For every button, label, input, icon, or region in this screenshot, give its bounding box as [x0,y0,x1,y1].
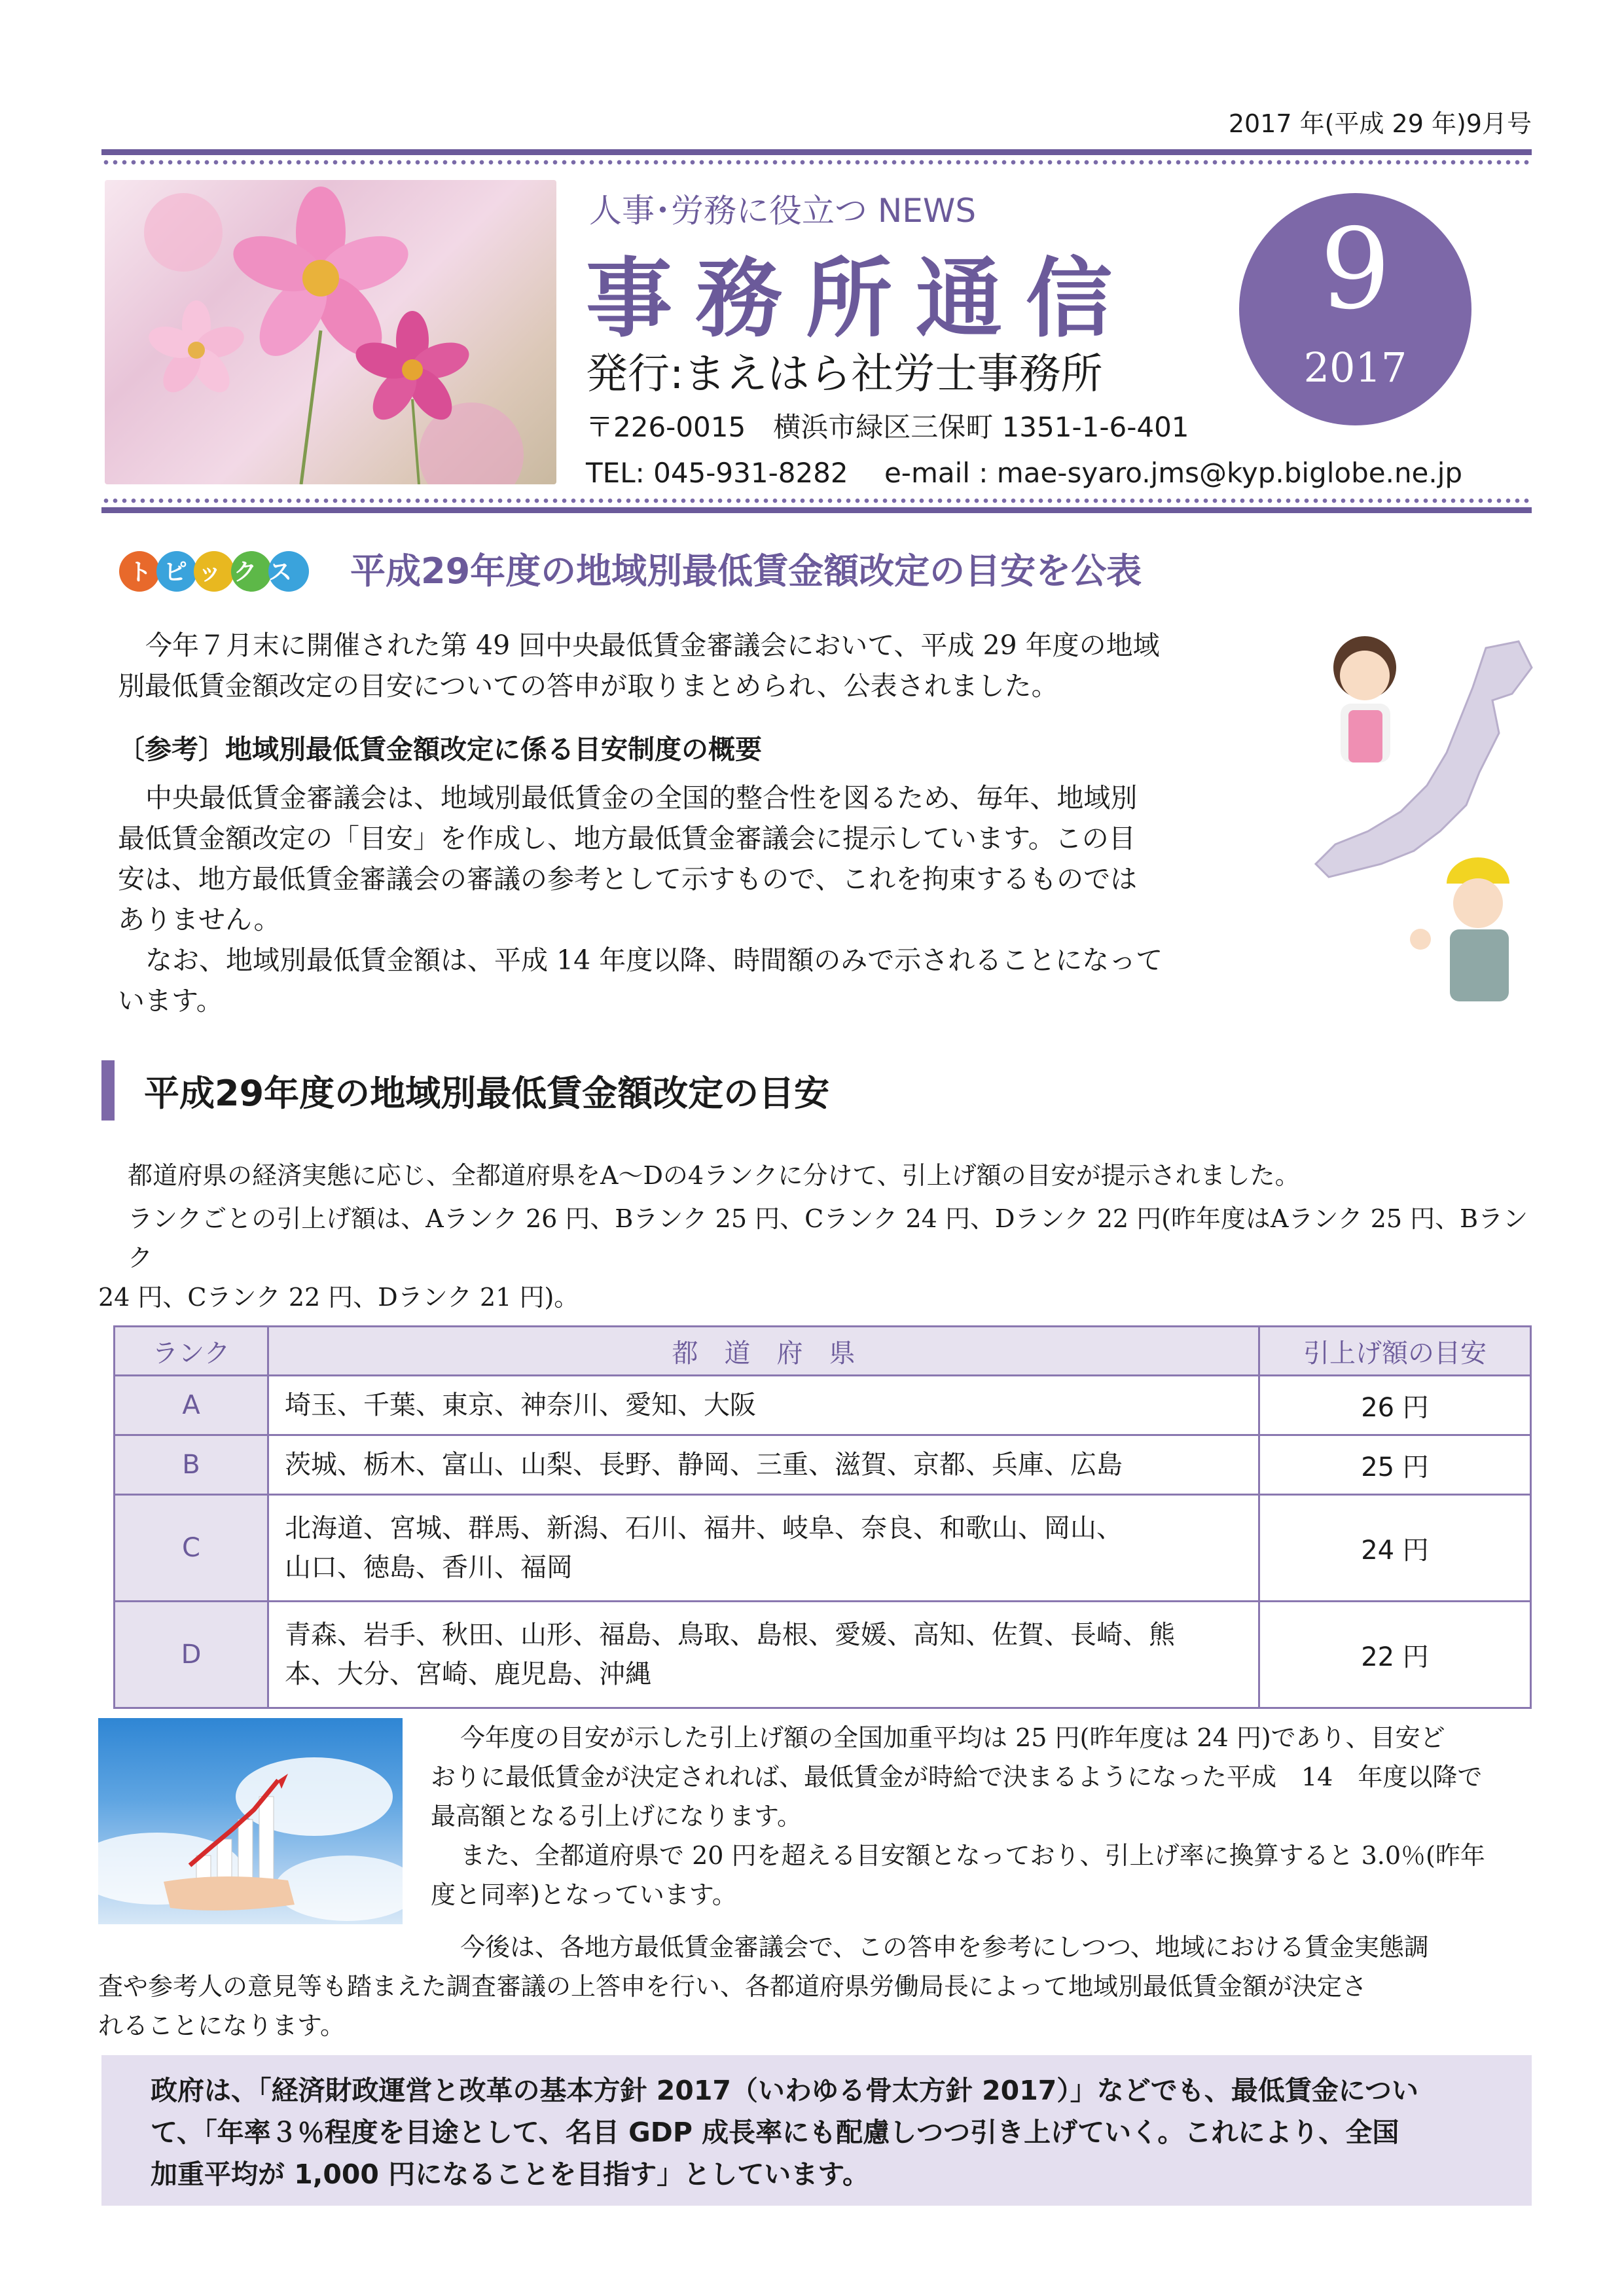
table-row [115,1376,1531,1435]
topics-body-line-6: います。 [118,985,223,1016]
rank-cell: D [115,1602,268,1708]
prefecture-cell [268,1495,1259,1602]
prefecture-line: 青森、岩手、秋田、山形、福島、鳥取、島根、愛媛、高知、佐賀、長崎、熊 [285,1620,1175,1650]
future-paragraph [98,1928,1538,2045]
header-bottom-dots [101,497,1532,504]
policy-callout-line-2: て、「年率３％程度を目途として、名目 GDP 成長率にも配慮しつつ引き上げていく。これにより、全国 [151,2117,1399,2148]
average-paragraph-line-2: おりに最低賃金が決定されれば、最低賃金が時給で決まるようになった平成 14 年度以降で [431,1763,1483,1791]
japan-map-illustration [1303,622,1545,1014]
rank-cell: C [115,1495,268,1602]
average-paragraph-line-3: 最高額となる引上げになります。 [431,1802,802,1831]
average-paragraph-line-1: 今年度の目安が示した引上げ額の全国加重平均は 25 円(昨年度は 24 円)であり、目安ど [460,1723,1445,1752]
contact: TEL: 045-931-8282 e-mail : mae-syaro.jms@kyp.biglobe.ne.jp [586,457,1463,489]
policy-callout-line-3: 加重平均が 1,000 円になることを目指す」としています。 [151,2159,869,2190]
amount-cell: 25 円 [1259,1435,1531,1495]
header-top-rule [101,149,1532,155]
prefecture-cell: 茨城、栃木、富山、山梨、長野、静岡、三重、滋賀、京都、兵庫、広島 [268,1435,1259,1495]
amount-cell: 24 円 [1259,1495,1531,1602]
amount-cell: 22 円 [1259,1602,1531,1708]
rate-paragraph-line-1: また、全都道府県で 20 円を超える目安額となっており、引上げ率に換算すると 3.0％(昨年 [460,1841,1485,1870]
woman-illustration [1333,636,1396,762]
amount-cell: 26 円 [1259,1376,1531,1435]
issue-date: 2017 年(平成 29 年)9月号 [1228,109,1532,138]
rank-cell: B [115,1435,268,1495]
cosmos-flower-photo [105,180,556,484]
prefecture-header: 都 道 府 県 [268,1327,1259,1376]
table-row [115,1495,1531,1602]
prefecture-cell: 埼玉、千葉、東京、神奈川、愛知、大阪 [268,1376,1259,1435]
header-top-dots [101,159,1532,166]
topics-body [118,778,1270,1021]
issue-badge [1239,193,1471,425]
topics-pill-label: トピックス [128,559,304,586]
policy-callout-text [151,2070,1492,2195]
future-paragraph-line-2: 査や参考人の意見等も踏まえた調査審議の上答申を行い、各都道府県労働局長によって地域別最低賃金額が決定さ [98,1972,1367,2001]
rank-header: ランク [115,1327,268,1376]
topics-body-line-3: 安は、地方最低賃金審議会の審議の参考として示すもので、これを拘束するものでは [118,863,1138,895]
issue-badge-year: 2017 [1303,344,1407,391]
topics-intro-line-2: 別最低賃金額改定の目安についての答申が取りまとめられ、公表されました。 [118,670,1058,702]
prefecture-line: 本、大分、宮崎、鹿児島、沖縄 [285,1659,651,1689]
prefecture-line: 北海道、宮城、群馬、新潟、石川、福井、岐阜、奈良、和歌山、岡山、 [285,1513,1123,1543]
reference-heading: 〔参考〕地域別最低賃金額改定に係る目安制度の概要 [118,734,762,765]
average-paragraph [431,1718,1537,1914]
section-title-bar [101,1060,115,1121]
prefecture-line: 山口、徳島、香川、福岡 [285,1552,573,1583]
section-paragraph-2 [98,1199,1538,1317]
address: 〒226-0015 横浜市緑区三保町 1351-1-6-401 [586,411,1189,443]
section-paragraph-2-line-2: 24 円、Cランク 22 円、Dランク 21 円)。 [98,1283,579,1312]
section-paragraph-1: 都道府県の経済実態に応じ、全都道府県をA～Dの4ランクに分けて、引上げ額の目安が提示されました。 [128,1161,1300,1190]
rising-graph-photo [98,1718,403,1924]
worker-illustration [1410,857,1509,1001]
topics-intro-line-1: 今年７月末に開催された第 49 回中央最低賃金審議会において、平成 29 年度の地域 [145,630,1160,661]
header-bottom-rule [101,507,1532,513]
topics-pill-icon [118,550,314,593]
table-row [115,1435,1531,1495]
table-row [115,1602,1531,1708]
issue-badge-number: 9 [1320,205,1391,334]
policy-callout-line-1: 政府は、「経済財政運営と改革の基本方針 2017（いわゆる骨太方針 2017）」などでも、最低賃金につい [151,2075,1418,2106]
future-paragraph-line-3: れることになります。 [98,2011,345,2040]
topics-body-line-2: 最低賃金額改定の「目安」を作成し、地方最低賃金審議会に提示しています。この目 [118,823,1136,854]
amount-header: 引上げ額の目安 [1259,1327,1531,1376]
rank-cell: A [115,1376,268,1435]
publisher: 発行:まえはら社労士事務所 [586,350,1103,399]
topics-intro [118,625,1270,706]
masthead-title: 事務所通信 [586,248,1136,350]
prefecture-cell [268,1602,1259,1708]
topics-body-line-1: 中央最低賃金審議会は、地域別最低賃金の全国的整合性を図るため、毎年、地域別 [145,782,1138,814]
topics-title: 平成29年度の地域別最低賃金額改定の目安を公表 [350,550,1142,592]
section-title: 平成29年度の地域別最低賃金額改定の目安 [144,1073,830,1114]
topics-body-line-5: なお、地域別最低賃金額は、平成 14 年度以降、時間額のみで示されることになって [145,944,1163,976]
rank-table [113,1325,1532,1709]
news-subtitle: 人事･労務に役立つ NEWS [589,192,977,230]
rate-paragraph-line-2: 度と同率)となっています。 [431,1880,737,1909]
future-paragraph-line-1: 今後は、各地方最低賃金審議会で、この答申を参考にしつつ、地域における賃金実態調 [460,1933,1429,1962]
section-paragraph-2-line-1: ランクごとの引上げ額は、Aランク 26 円、Bランク 25 円、Cランク 24 円、Dランク 22 円(昨年度はAランク 25 円、Bランク [128,1204,1528,1272]
topics-body-line-4: ありません。 [118,904,281,935]
